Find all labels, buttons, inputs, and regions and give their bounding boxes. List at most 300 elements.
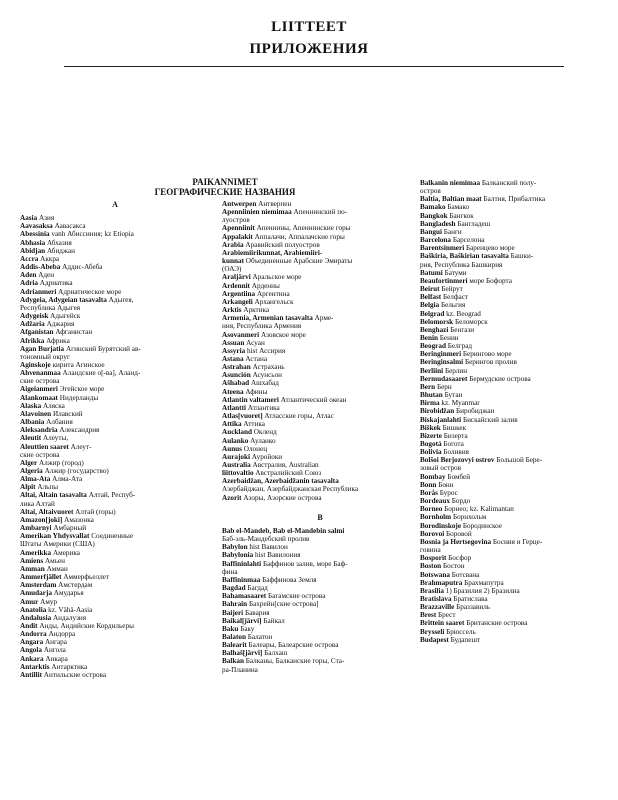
dictionary-entry xyxy=(222,633,418,641)
entry-translation: Окленд xyxy=(251,428,277,437)
entry-headword: Arktis xyxy=(222,306,242,315)
entry-translation: Брест xyxy=(436,611,456,620)
entry-translation: Багамские острова xyxy=(266,592,326,601)
dictionary-entry xyxy=(420,261,610,269)
dictionary-entry xyxy=(222,233,418,241)
dictionary-entry xyxy=(20,312,210,320)
entry-headword: Assyria xyxy=(222,346,246,355)
entry-headword: Aden xyxy=(20,271,37,280)
entry-translation: Борнео; kz. Kalimantan xyxy=(442,505,514,514)
entry-headword: Arabiemiirikunnat, Arabiemiiri- xyxy=(222,248,323,257)
dictionary-entry xyxy=(222,560,418,568)
entry-translation: Абиджан xyxy=(45,246,75,255)
entry-translation: Бордо xyxy=(449,497,471,506)
entry-translation: Штаты Америки (США) xyxy=(20,540,95,549)
entry-headword: Aasia xyxy=(20,214,38,223)
dictionary-entry xyxy=(20,630,210,638)
entry-headword: Accra xyxy=(20,254,39,263)
dictionary-entry xyxy=(20,483,210,491)
entry-translation: Бавария xyxy=(243,608,270,617)
dictionary-entry xyxy=(20,230,210,238)
dictionary-entry xyxy=(420,179,610,187)
entry-translation: Албания xyxy=(44,418,73,427)
entry-headword: Atlas[vuoret] xyxy=(222,412,263,421)
entry-translation: Александрия xyxy=(57,426,100,435)
dictionary-entry xyxy=(20,255,210,263)
entry-translation: Борнхольм xyxy=(451,513,487,522)
entry-translation: Бородинское xyxy=(461,521,503,530)
entry-translation: Альпы xyxy=(35,483,59,492)
entry-headword: Alaska xyxy=(20,401,42,410)
entry-headword: Altai, Altaivuoret xyxy=(20,507,74,516)
dictionary-entry xyxy=(20,345,210,353)
entry-headword: Amur xyxy=(20,597,39,606)
entry-translation: Баффинов залив, море Баф- xyxy=(261,559,348,568)
dictionary-entry xyxy=(420,530,610,538)
dictionary-entry xyxy=(420,513,610,521)
entry-translation: Адыгейск xyxy=(48,312,81,321)
entry-headword: Brest xyxy=(420,611,437,620)
dictionary-entry xyxy=(420,358,610,366)
dictionary-entry xyxy=(20,646,210,654)
entry-headword: Bornholm xyxy=(420,513,452,522)
entry-headword: Balkan xyxy=(222,657,244,666)
dictionary-entry xyxy=(420,464,610,472)
dictionary-entry xyxy=(20,328,210,336)
entry-headword: Alankomaat xyxy=(20,393,58,402)
entry-headword: Beirut xyxy=(420,285,440,294)
entry-translation: Баффинова Земля xyxy=(260,575,317,584)
entry-translation: Братислава xyxy=(451,594,488,603)
dictionary-entry xyxy=(20,467,210,475)
entry-headword: Aurajoki xyxy=(222,452,250,461)
entry-headword: Amman xyxy=(20,564,45,573)
dictionary-entry xyxy=(20,622,210,630)
header-divider xyxy=(64,66,564,67)
entry-translation: Арденны xyxy=(249,281,280,290)
entry-headword: Aleuttien saaret xyxy=(20,442,69,451)
entry-headword: Bangui xyxy=(420,227,442,236)
entry-translation: тономный округ xyxy=(20,352,70,361)
dictionary-entry xyxy=(222,641,418,649)
entry-headword: Aleutit xyxy=(20,434,42,443)
entry-headword: Asovanmeri xyxy=(222,330,260,339)
dictionary-entry xyxy=(222,412,418,420)
entry-headword: Amerikka xyxy=(20,548,52,557)
entry-headword: Ankara xyxy=(20,654,44,663)
dictionary-entry xyxy=(420,203,610,211)
entry-translation: Объединенные Арабские Эмираты xyxy=(243,257,353,266)
entry-headword: Batumi xyxy=(420,268,443,277)
dictionary-entry xyxy=(20,500,210,508)
entry-translation: Бенгази xyxy=(448,325,475,334)
dictionary-entry xyxy=(222,404,418,412)
entry-translation: Ангола xyxy=(41,646,66,655)
entry-headword: Budapest xyxy=(420,635,449,644)
dictionary-entry xyxy=(222,249,418,257)
entry-translation: Бангкок xyxy=(447,211,474,220)
entry-headword: kunnat xyxy=(222,257,244,266)
column-2 xyxy=(222,200,418,674)
entry-headword: Afrikka xyxy=(20,336,45,345)
dictionary-entry xyxy=(222,314,418,322)
dictionary-entry xyxy=(20,475,210,483)
entry-headword: Benin xyxy=(420,333,438,342)
entry-translation: море Бофорта xyxy=(467,276,512,285)
entry-headword: Astrahan xyxy=(222,363,251,372)
dictionary-entry xyxy=(420,391,610,399)
column-3 xyxy=(420,179,610,644)
dictionary-entry xyxy=(20,426,210,434)
entry-translation: Бишкек xyxy=(440,423,467,432)
dictionary-entry xyxy=(420,195,610,203)
entry-translation: Бангладеш xyxy=(455,219,491,228)
entry-translation: Бонн xyxy=(436,480,454,489)
entry-translation: Баренцево море xyxy=(464,244,515,253)
entry-headword: Arabia xyxy=(222,240,244,249)
entry-headword: Adygeisk xyxy=(20,312,49,321)
entry-headword: Ahvenanmaa xyxy=(20,369,61,378)
entry-translation: Аппалачи, Аппалачские горы xyxy=(252,232,345,241)
entry-translation: Батуми xyxy=(442,268,467,277)
dictionary-entry xyxy=(20,239,210,247)
dictionary-entry xyxy=(222,306,418,314)
entry-headword: Alma-Ata xyxy=(20,475,51,484)
entry-headword: Apenniinit xyxy=(222,224,255,233)
entry-headword: Ammerfjället xyxy=(20,573,62,582)
entry-translation: Башки- xyxy=(508,252,534,261)
section-title-finnish: PAIKANNIMET xyxy=(192,177,258,187)
entry-headword: Belfast xyxy=(420,293,442,302)
dictionary-entry xyxy=(20,304,210,312)
entry-headword: Baffininlahti xyxy=(222,559,262,568)
entry-translation: Бизерта xyxy=(441,431,468,440)
entry-translation: Азербайджан, Азербайджанская Республика xyxy=(222,485,359,494)
entry-translation: Боровой xyxy=(444,529,472,538)
dictionary-entry xyxy=(222,657,418,665)
dictionary-entry xyxy=(222,420,418,428)
entry-headword: Algeria xyxy=(20,467,43,475)
dictionary-entry xyxy=(420,554,610,562)
entry-translation: Браззавиль xyxy=(454,603,491,612)
entry-translation: Боливия xyxy=(441,448,469,457)
entry-translation: vanh Абиссиния; kz Etiopia xyxy=(49,230,134,239)
dictionary-entry xyxy=(420,277,610,285)
entry-translation: Атласские горы, Атлас xyxy=(262,412,334,421)
entry-translation: Австралийский Союз xyxy=(253,469,322,478)
dictionary-entry xyxy=(420,220,610,228)
entry-translation: Берн xyxy=(435,382,452,391)
entry-headword: Adria xyxy=(20,279,38,288)
dictionary-entry xyxy=(20,410,210,418)
entry-translation: Босфор xyxy=(446,554,472,563)
dictionary-entry xyxy=(420,440,610,448)
entry-headword: Baikal[järvi] xyxy=(222,616,262,625)
dictionary-entry xyxy=(222,371,418,379)
entry-headword: Araljärvi xyxy=(222,273,251,282)
entry-translation: Брахмапутра xyxy=(462,578,504,587)
entry-translation: Азоры, Азорские острова xyxy=(241,493,322,502)
dictionary-entry xyxy=(420,636,610,644)
entry-headword: Bosnia ja Hertsegovina xyxy=(420,537,492,546)
entry-translation: Бахрейн[ские острова] xyxy=(247,600,319,609)
dictionary-entry xyxy=(222,282,418,290)
entry-headword: Bosporit xyxy=(420,554,447,563)
entry-translation: hist Ассирия xyxy=(245,346,286,355)
entry-translation: рия, Республика Башкирия xyxy=(420,260,503,269)
letter-heading-a: A xyxy=(112,200,118,209)
entry-headword: Aulanko xyxy=(222,436,249,445)
entry-headword: Amazon[joki] xyxy=(20,515,63,524)
entry-headword: Beograd xyxy=(420,342,446,351)
entry-translation: ские острова xyxy=(20,377,60,386)
dictionary-entry xyxy=(420,546,610,554)
dictionary-entry xyxy=(420,228,610,236)
entry-translation: Британские острова xyxy=(464,619,528,628)
entry-translation: Апеннины, Апеннинские горы xyxy=(254,224,351,233)
entry-headword: Arkangeli xyxy=(222,297,253,306)
entry-headword: Antillit xyxy=(20,670,42,679)
entry-translation: Атлантический океан xyxy=(278,395,347,404)
dictionary-entry xyxy=(20,581,210,589)
entry-headword: Attika xyxy=(222,420,242,429)
entry-translation: Белград xyxy=(445,342,473,351)
entry-translation: Адыгея, xyxy=(106,295,134,304)
entry-translation: Барселона xyxy=(451,236,485,245)
dictionary-entry xyxy=(222,617,418,625)
dictionary-entry xyxy=(420,424,610,432)
entry-translation: Багдад xyxy=(245,584,268,593)
entry-headword: Astana xyxy=(222,354,244,363)
dictionary-entry xyxy=(420,367,610,375)
entry-headword: Azorit xyxy=(222,493,242,502)
entry-translation: Берингов пролив xyxy=(463,358,517,367)
dictionary-entry xyxy=(20,263,210,271)
entry-headword: Brysseli xyxy=(420,627,445,636)
dictionary-entry xyxy=(420,187,610,195)
entry-translation: луостров xyxy=(222,216,250,225)
entry-translation: ния, Республика Армения xyxy=(222,322,302,331)
entry-translation: Амбарный xyxy=(51,524,87,533)
entry-headword: Altai, Altain tasavalta xyxy=(20,491,87,500)
entry-headword: Bangladesh xyxy=(420,219,456,228)
entry-headword: Brittein saaret xyxy=(420,619,465,628)
entry-headword: Angola xyxy=(20,646,42,655)
dictionary-entry xyxy=(222,339,418,347)
entry-translation: Алтай (горы) xyxy=(73,507,116,516)
entry-list-col1 xyxy=(20,214,210,679)
dictionary-entry xyxy=(420,538,610,546)
dictionary-entry xyxy=(20,606,210,614)
dictionary-entry xyxy=(20,557,210,565)
entry-translation: Ашхабад xyxy=(249,379,279,388)
dictionary-entry xyxy=(420,571,610,579)
dictionary-entry xyxy=(222,551,418,559)
entry-headword: Alpit xyxy=(20,483,36,492)
entry-headword: Belomorsk xyxy=(420,317,454,326)
entry-translation: kz. Myanmar xyxy=(439,399,480,408)
entry-translation: Брюссель xyxy=(444,627,476,636)
entry-list-col2-a xyxy=(222,200,418,502)
entry-headword: Argentiina xyxy=(222,289,256,298)
entry-translation: Соединенные xyxy=(89,532,134,541)
entry-headword: Belgia xyxy=(420,301,440,310)
dictionary-entry xyxy=(20,573,210,581)
entry-translation: Адриатика xyxy=(37,279,73,288)
dictionary-entry xyxy=(20,361,210,369)
entry-headword: Bolšoi Berjozovyi ostrov xyxy=(420,456,495,465)
entry-headword: Brazzaville xyxy=(420,603,455,612)
entry-translation: Алтай, Респуб- xyxy=(86,491,136,500)
dictionary-entry xyxy=(20,353,210,361)
dictionary-entry xyxy=(222,649,418,657)
entry-headword: Borodinskoje xyxy=(420,521,462,530)
entry-headword: Afganistan xyxy=(20,328,54,337)
dictionary-entry xyxy=(222,241,418,249)
dictionary-entry xyxy=(222,485,418,493)
section-header xyxy=(140,177,310,197)
entry-translation: Агинский Бурятский ав- xyxy=(64,344,141,353)
dictionary-entry xyxy=(222,347,418,355)
entry-translation: Антверпен xyxy=(256,200,292,208)
dictionary-entry xyxy=(222,527,418,535)
entry-headword: Babylon xyxy=(222,543,248,552)
entry-headword: Antarktis xyxy=(20,662,50,671)
entry-headword: Ambarnyi xyxy=(20,524,52,533)
entry-headword: Beaufortinmeri xyxy=(420,276,468,285)
entry-translation: Аляска xyxy=(41,401,65,410)
entry-translation: Аландские о[-ва], Аланд- xyxy=(60,369,141,378)
entry-translation: зовый остров xyxy=(420,464,462,473)
entry-translation: kz. Beograd xyxy=(444,309,481,318)
entry-headword: Ateena xyxy=(222,387,244,396)
dictionary-entry xyxy=(222,535,418,543)
dictionary-entry xyxy=(222,363,418,371)
entry-translation: Балтия, Прибалтика xyxy=(481,195,546,204)
entry-translation: Асуан xyxy=(244,338,265,347)
entry-translation: Белфаст xyxy=(441,293,469,302)
entry-translation: Республика Адыгея xyxy=(20,303,81,312)
entry-headword: Brasilia xyxy=(420,586,444,595)
dictionary-entry xyxy=(20,377,210,385)
dictionary-entry xyxy=(420,562,610,570)
entry-headword: Atlantin valtameri xyxy=(222,395,279,404)
dictionary-entry xyxy=(420,285,610,293)
dictionary-entry xyxy=(20,369,210,377)
entry-headword: Birma xyxy=(420,399,440,408)
dictionary-entry xyxy=(222,625,418,633)
entry-headword: Bangkok xyxy=(420,211,448,220)
entry-translation: Аавасакса xyxy=(52,222,86,231)
dictionary-entry xyxy=(222,666,418,674)
entry-headword: Aunus xyxy=(222,444,242,453)
dictionary-entry xyxy=(222,609,418,617)
dictionary-entry xyxy=(420,399,610,407)
entry-headword: Bizerte xyxy=(420,431,442,440)
entry-translation: Амазонка xyxy=(62,515,94,524)
dictionary-entry xyxy=(20,638,210,646)
entry-headword: Baijeri xyxy=(222,608,244,617)
dictionary-entry xyxy=(420,481,610,489)
dictionary-entry xyxy=(222,273,418,281)
entry-headword: Ardennit xyxy=(222,281,250,290)
dictionary-entry xyxy=(420,619,610,627)
dictionary-entry xyxy=(20,614,210,622)
entry-translation: Баку xyxy=(238,624,255,633)
dictionary-entry xyxy=(20,443,210,451)
entry-translation: Эгейское море xyxy=(57,385,105,394)
dictionary-entry xyxy=(20,655,210,663)
dictionary-entry xyxy=(420,432,610,440)
dictionary-entry xyxy=(420,595,610,603)
dictionary-entry xyxy=(20,296,210,304)
entry-headword: Adrianmeri xyxy=(20,287,57,296)
entry-translation: Анды, Андийские Кордильеры xyxy=(37,621,134,630)
dictionary-entry xyxy=(20,214,210,222)
entry-translation: Балатон xyxy=(245,632,273,641)
dictionary-entry xyxy=(420,375,610,383)
dictionary-entry xyxy=(20,385,210,393)
entry-translation: Астрахань xyxy=(250,363,285,372)
entry-translation: Антарктика xyxy=(49,662,88,671)
dictionary-entry xyxy=(222,469,418,477)
entry-translation: Алжир (город) xyxy=(37,458,84,467)
entry-headword: Bordeaux xyxy=(420,497,450,506)
entry-headword: Aavasaksa xyxy=(20,222,53,231)
entry-translation: Амьен xyxy=(43,556,66,565)
entry-headword: Auckland xyxy=(222,428,252,437)
entry-headword: Balhaš[järvi] xyxy=(222,649,263,658)
section-title-russian: ГЕОГРАФИЧЕСКИЕ НАЗВАНИЯ xyxy=(154,187,296,197)
entry-headword: Appalakit xyxy=(222,232,253,241)
entry-headword: Amerikan Yhdysvallat xyxy=(20,532,90,541)
dictionary-entry xyxy=(222,437,418,445)
dictionary-entry xyxy=(20,516,210,524)
entry-translation: hist Вавилон xyxy=(247,543,288,552)
dictionary-entry xyxy=(420,269,610,277)
entry-headword: Andorra xyxy=(20,630,47,639)
entry-headword: Birobidžan xyxy=(420,407,455,416)
entry-headword: Beringinmeri xyxy=(420,350,462,359)
dictionary-entry xyxy=(222,265,418,273)
entry-translation: Бельгия xyxy=(439,301,466,310)
entry-headword: Alavoinen xyxy=(20,409,52,418)
dictionary-entry xyxy=(20,320,210,328)
dictionary-entry xyxy=(420,522,610,530)
entry-translation: Астана xyxy=(243,354,268,363)
dictionary-entry xyxy=(420,334,610,342)
entry-translation: Апеннинский по- xyxy=(291,208,348,217)
dictionary-entry xyxy=(222,290,418,298)
entry-translation: Бостон xyxy=(441,562,465,571)
dictionary-entry xyxy=(222,396,418,404)
entry-translation: кирнта Агинское xyxy=(50,360,105,369)
dictionary-entry xyxy=(222,379,418,387)
dictionary-entry xyxy=(420,497,610,505)
dictionary-entry xyxy=(222,322,418,330)
entry-translation: Илавский xyxy=(51,409,83,418)
entry-headword: Bab el-Mandeb, Bab el-Mandebin salmi xyxy=(222,526,345,535)
entry-headword: Baškiria, Baškirian tasavalta xyxy=(420,252,509,261)
dictionary-entry xyxy=(20,459,210,467)
entry-translation: ра-Планина xyxy=(222,665,258,674)
dictionary-entry xyxy=(222,592,418,600)
dictionary-entry xyxy=(420,383,610,391)
entry-headword: Beringinsalmi xyxy=(420,358,464,367)
dictionary-entry xyxy=(420,350,610,358)
entry-headword: Angara xyxy=(20,638,44,647)
entry-headword: Baltia, Baltian maat xyxy=(420,195,482,204)
